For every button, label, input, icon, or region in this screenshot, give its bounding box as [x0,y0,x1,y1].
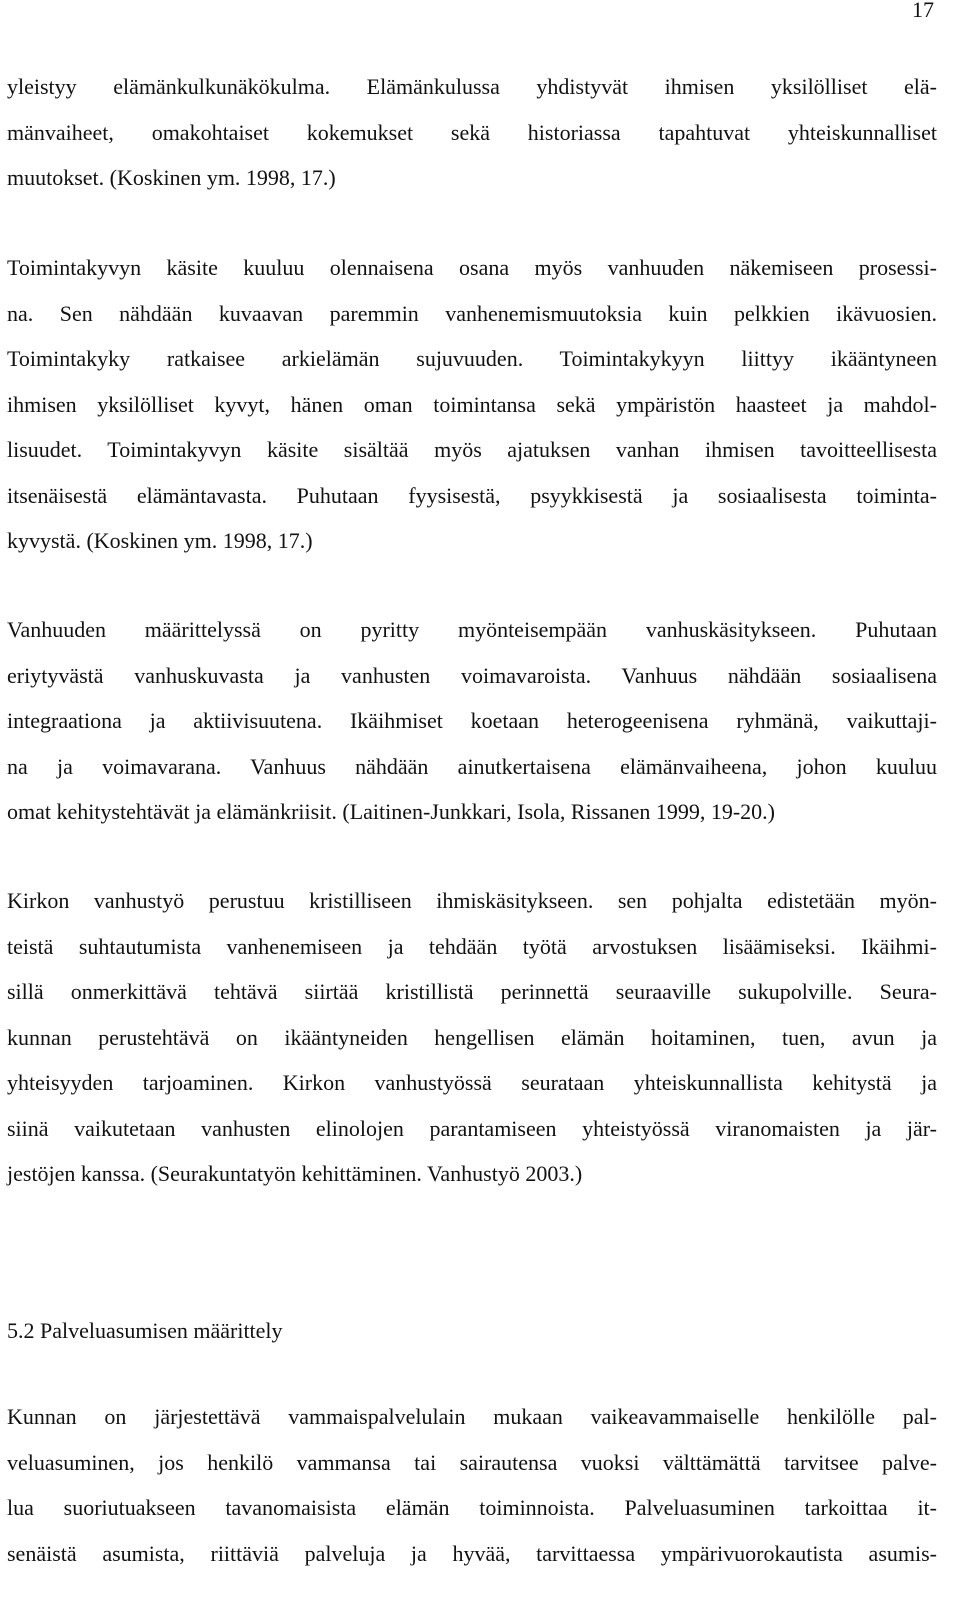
text-line: muutokset. (Koskinen ym. 1998, 17.) [7,165,336,190]
text-line: kunnan perustehtävä on ikääntyneiden hengellisen elämän hoitaminen, tuen, avun ja [7,1024,937,1050]
text-line: teistä suhtautumista vanhenemiseen ja tehdään työtä arvostuksen lisäämiseksi. Ikäihmi- [7,933,937,959]
text-line: jestöjen kanssa. (Seurakuntatyön kehittäminen. Vanhustyö 2003.) [7,1161,583,1186]
text-line: omat kehitystehtävät ja elämänkriisit. (Laitinen-Junkkari, Isola, Rissanen 1999, 19-20.) [7,799,775,824]
text-line: senäistä asumista, riittäviä palveluja ja hyvää, tarvittaessa ympärivuorokautista asumis- [7,1540,937,1566]
page-number: 17 [912,0,934,22]
text-line: yhteisyyden tarjoaminen. Kirkon vanhustyössä seurataan yhteiskunnallista kehitystä ja [7,1070,937,1095]
text-line: lisuudet. Toimintakyvyn käsite sisältää myös ajatuksen vanhan ihmisen tavoitteellisesta [7,437,937,462]
text-line: sillä onmerkittävä tehtävä siirtää kristillistä perinnettä seuraaville sukupolville. Seura- [7,979,937,1004]
text-line: Toimintakyvyn käsite kuuluu olennaisena osana myös vanhuuden näkemiseen prosessi- [7,255,937,280]
text-line: veluasuminen, jos henkilö vammansa tai sairautensa vuoksi välttämättä tarvitsee palve- [7,1449,937,1475]
text-line: Toimintakyky ratkaisee arkielämän sujuvuuden. Toimintakykyyn liittyy ikääntyneen [7,346,937,371]
text-line: mänvaiheet, omakohtaiset kokemukset sekä historiassa tapahtuvat yhteiskunnalliset [7,119,937,145]
text-line: Kunnan on järjestettävä vammaispalvelulain mukaan vaikeavammaiselle henkilölle pal- [7,1404,937,1429]
text-line: ihmisen yksilölliset kyvyt, hänen oman toimintansa sekä ympäristön haasteet ja mahdol- [7,391,937,417]
paragraph-5 [7,1394,937,1576]
text-line: yleistyy elämänkulkunäkökulma. Elämänkulussa yhdistyvät ihmisen yksilölliset elä- [7,74,937,99]
section-heading: 5.2 Palveluasumisen määrittely [7,1318,283,1343]
text-line: na ja voimavarana. Vanhuus nähdään ainutkertaisena elämänvaiheena, johon kuuluu [7,753,937,779]
text-line: eriytyvästä vanhuskuvasta ja vanhusten voimavaroista. Vanhuus nähdään sosiaalisena [7,662,937,688]
text-line: Kirkon vanhustyö perustuu kristilliseen ihmiskäsitykseen. sen pohjalta edistetään myön- [7,888,937,913]
text-line: siinä vaikutetaan vanhusten elinolojen parantamiseen yhteistyössä viranomaisten ja jär- [7,1115,937,1141]
paragraph-2 [7,245,937,564]
paragraph-3 [7,607,937,835]
text-line: na. Sen nähdään kuvaavan paremmin vanhenemismuutoksia kuin pelkkien ikävuosien. [7,300,937,326]
text-line: itsenäisestä elämäntavasta. Puhutaan fyysisestä, psyykkisestä ja sosiaalisesta toiminta- [7,482,937,508]
text-line: lua suoriutuakseen tavanomaisista elämän toiminnoista. Palveluasuminen tarkoittaa it- [7,1495,937,1520]
text-line: kyvystä. (Koskinen ym. 1998, 17.) [7,528,313,553]
paragraph-4 [7,878,937,1197]
text-line: Vanhuuden määrittelyssä on pyritty myönteisempään vanhuskäsitykseen. Puhutaan [7,617,937,642]
paragraph-1 [7,64,937,201]
text-line: integraationa ja aktiivisuutena. Ikäihmiset koetaan heterogeenisena ryhmänä, vaikuttaji- [7,708,937,733]
